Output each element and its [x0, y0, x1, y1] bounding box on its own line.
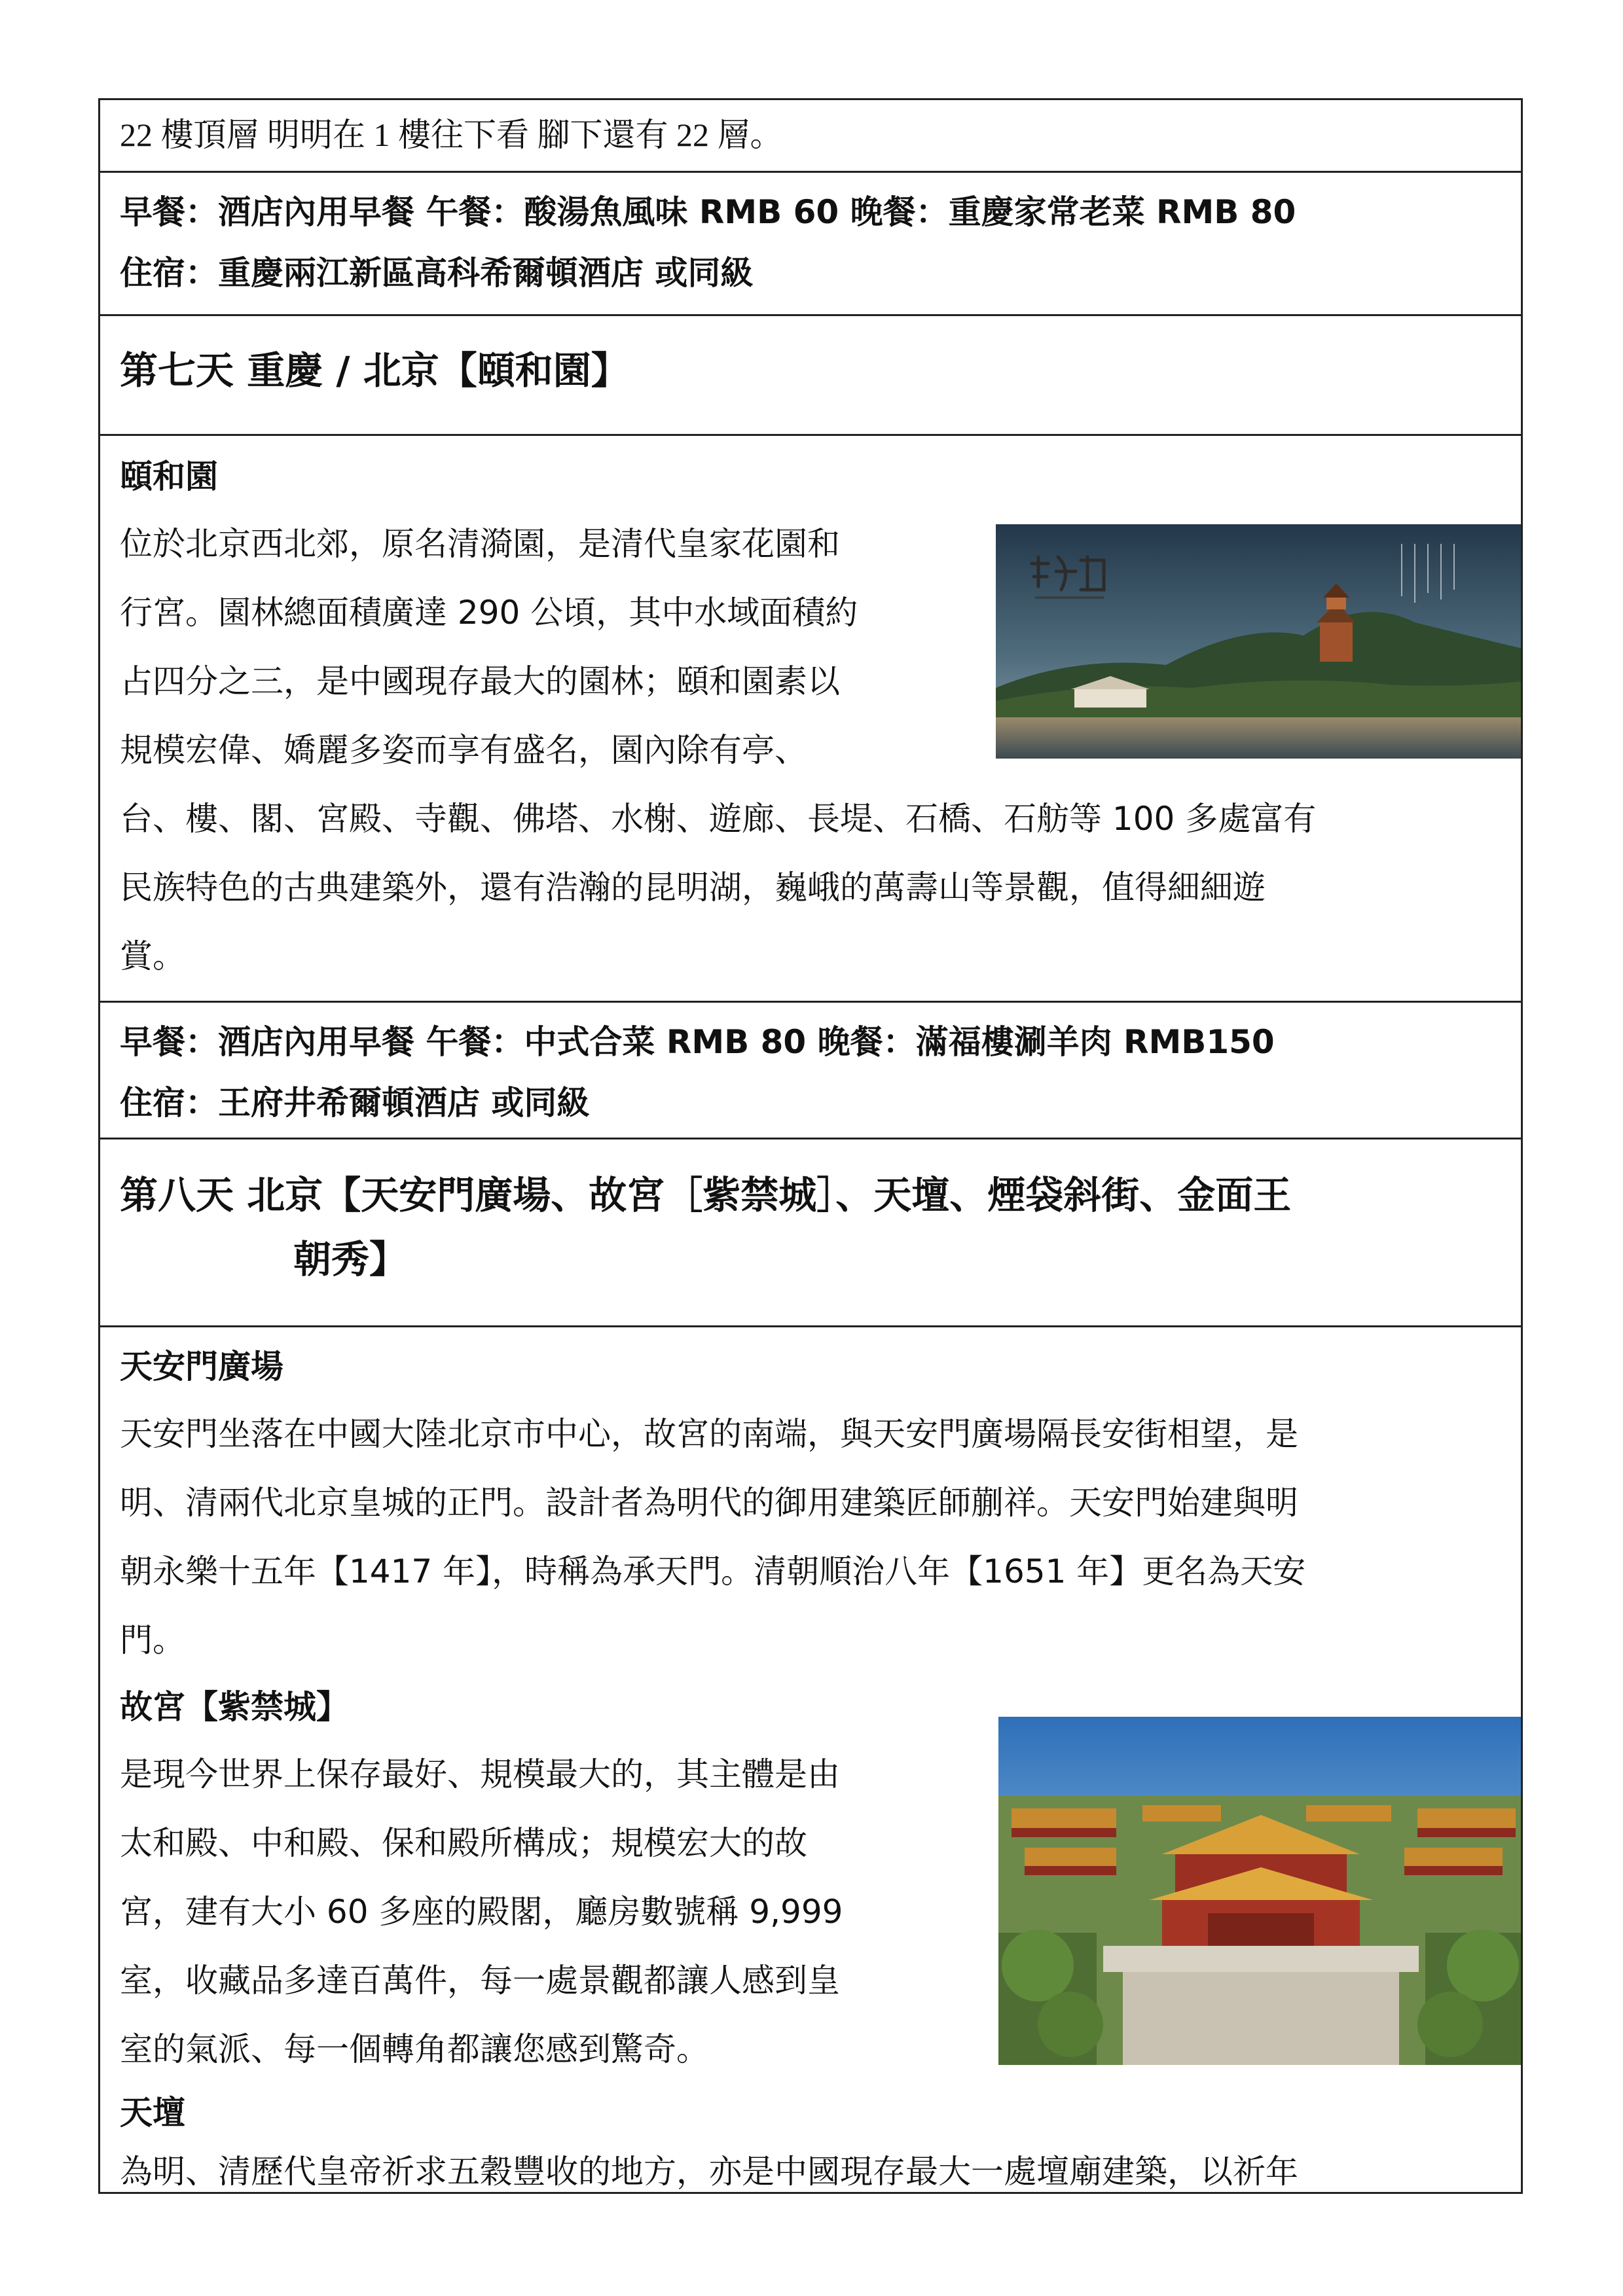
itinerary-table	[98, 98, 1523, 2194]
day7-title: 第七天 重慶 / 北京【頤和園】	[120, 348, 629, 393]
row-day8-content	[100, 1325, 1521, 2194]
body-line: 為明、清歷代皇帝祈求五穀豐收的地方，亦是中國現存最大一處壇廟建築，以祈年	[120, 2153, 1298, 2191]
summer-palace-image	[996, 524, 1521, 759]
day8-title: 第八天 北京【天安門廣場、故宮［紫禁城］、天壇、煙袋斜街、金面王	[120, 1173, 1292, 1217]
row-day8-title	[100, 1138, 1521, 1325]
body-line: 賞。	[120, 937, 185, 975]
meals-line: 早餐：酒店內用早餐 午餐：酸湯魚風味 RMB 60 晚餐：重慶家常老菜 RMB 80	[120, 193, 1296, 231]
section-title-temple-of-heaven: 天壇	[120, 2094, 185, 2132]
section-title-forbidden-city: 故宮【紫禁城】	[120, 1688, 349, 1726]
body-line: 規模宏偉、嬌麗多姿而享有盛名，園內除有亭、	[120, 731, 807, 769]
row-day6-meals	[100, 171, 1521, 314]
day8-title-continued: 朝秀】	[293, 1237, 408, 1282]
hotel-line: 住宿：王府井希爾頓酒店 或同級	[120, 1084, 590, 1122]
body-line: 宮，建有大小 60 多座的殿閣，廳房數號稱 9,999	[120, 1893, 843, 1931]
body-line: 行宮。園林總面積廣達 290 公頃，其中水域面積約	[120, 594, 858, 632]
body-line: 位於北京西北郊，原名清漪園，是清代皇家花園和	[120, 525, 840, 563]
body-line: 室，收藏品多達百萬件，每一處景觀都讓人感到皇	[120, 1962, 840, 2000]
forbidden-city-image	[998, 1717, 1521, 2065]
meals-line: 早餐：酒店內用早餐 午餐：中式合菜 RMB 80 晚餐：滿福樓涮羊肉 RMB150	[120, 1023, 1275, 1061]
body-line: 民族特色的古典建築外，還有浩瀚的昆明湖，巍峨的萬壽山等景觀，值得細細遊	[120, 869, 1266, 906]
body-line: 門。	[120, 1621, 185, 1659]
hotel-line: 住宿：重慶兩江新區高科希爾頓酒店 或同級	[120, 254, 754, 292]
continuation-text: 22 樓頂層 明明在 1 樓往下看 腳下還有 22 層。	[120, 117, 783, 153]
row-day7-content	[100, 434, 1521, 1001]
body-line: 天安門坐落在中國大陸北京市中心，故宮的南端，與天安門廣場隔長安街相望，是	[120, 1415, 1298, 1453]
section-title-tiananmen: 天安門廣場	[120, 1348, 283, 1386]
body-line: 太和殿、中和殿、保和殿所構成；規模宏大的故	[120, 1824, 807, 1862]
body-line: 明、清兩代北京皇城的正門。設計者為明代的御用建築匠師蒯祥。天安門始建與明	[120, 1484, 1298, 1522]
row-day7-meals	[100, 1001, 1521, 1138]
row-day7-title	[100, 314, 1521, 434]
body-line: 是現今世界上保存最好、規模最大的，其主體是由	[120, 1755, 840, 1793]
body-line: 朝永樂十五年【1417 年】，時稱為承天門。清朝順治八年【1651 年】更名為天安	[120, 1552, 1306, 1590]
row-continuation	[100, 100, 1521, 171]
section-title-summer-palace: 頤和園	[120, 457, 218, 495]
body-line: 室的氣派、每一個轉角都讓您感到驚奇。	[120, 2030, 709, 2068]
body-line: 台、樓、閣、宮殿、寺觀、佛塔、水榭、遊廊、長堤、石橋、石舫等 100 多處富有	[120, 800, 1317, 838]
body-line: 占四分之三，是中國現存最大的園林；頤和園素以	[120, 662, 840, 700]
